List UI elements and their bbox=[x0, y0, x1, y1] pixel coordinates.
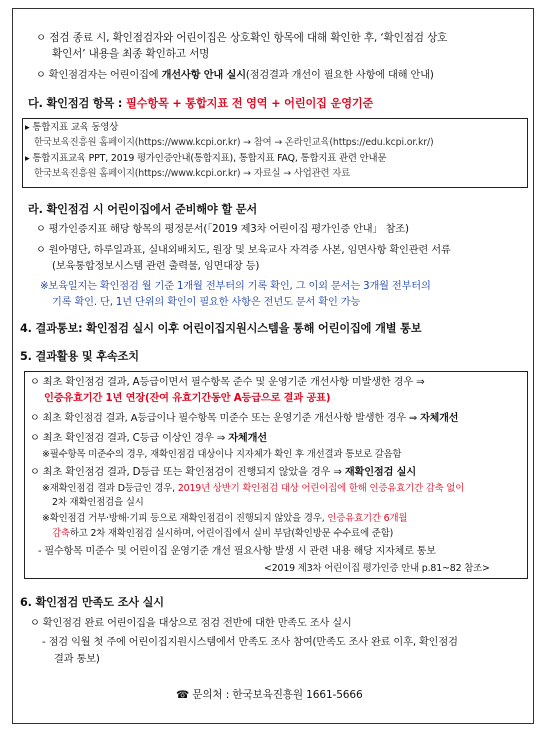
resource-video: ▸ 통합지표 교육 동영상 bbox=[25, 122, 119, 133]
section-da-heading: 다. 확인점검 항목 : 필수항목 + 통합지표 전 영역 + 어린이집 운영기준 bbox=[28, 97, 374, 110]
section-6-heading: 6. 확인점검 만족도 조사 실시 bbox=[20, 596, 164, 609]
result-notify: - 필수항목 미준수 및 어린이집 운영기준 개선 필요사항 발생 시 관련 내용 해당 지자체로 통보 bbox=[38, 546, 436, 557]
result-case-3-note: ※필수항목 미준수의 경우, 재확인점검 대상이나 지자체가 확인 후 개선결과 통보로 갈음함 bbox=[42, 449, 402, 460]
phone-icon: ☎ bbox=[176, 689, 190, 701]
result-case-3: ㅇ 최초 확인점검 결과, C등급 이상인 경우 ⇒ 자체개선 bbox=[30, 433, 267, 444]
section-ra-item-2-cont: (보육통합정보시스템 관련 출력물, 임면대장 등) bbox=[52, 261, 260, 272]
result-case-4-note-1: ※재확인점검 결과 D등급인 경우, 2019년 상반기 확인점검 대상 어린이집에 한해 인증유효기간 감축 없이 bbox=[42, 483, 465, 494]
section-ra-note-1: ※보육일지는 확인점검 월 기준 1개월 전부터의 기록 확인, 그 이외 문서는 3개월 전부터의 bbox=[40, 281, 431, 292]
result-case-1: ㅇ 최초 확인점검 결과, A등급이면서 필수항목 준수 및 운영기준 개선사항 미발생한 경우 ⇒ bbox=[30, 377, 425, 388]
top-item-2: ㅇ 확인점검자는 어린이집에 개선사항 안내 실시(점검결과 개선이 필요한 사항에 대해 안내) bbox=[36, 70, 434, 81]
top-item-1: ㅇ 점검 종료 시, 확인점검자와 어린이집은 상호확인 항목에 대해 확인한 후, ‘확인점검 상호 bbox=[36, 32, 448, 44]
top-item-1-cont: 확인서’ 내용을 최종 확인하고 서명 bbox=[52, 48, 210, 60]
result-case-2: ㅇ 최초 확인점검 결과, A등급이나 필수항목 미준수 또는 운영기준 개선사항 발생한 경우 ⇒ 자체개선 bbox=[30, 413, 459, 424]
result-case-4-note-2-cont: 감축하고 2차 재확인점검 실시하며, 어린이집에서 실비 부담(확인방문 수수료에 준함) bbox=[52, 528, 394, 539]
resource-ppt: ▸ 통합지표교육 PPT, 2019 평가인증안내(통합지표), 통합지표 FAQ, 통합지표 관련 안내문 bbox=[25, 153, 387, 164]
section-ra-item-2: ㅇ 원아명단, 하루일과표, 실내외배치도, 원장 및 보육교사 자격증 사본, 임면사항 확인관련 서류 bbox=[36, 245, 451, 256]
section-6-item-2: - 점검 익월 첫 주에 어린이집지원시스템에서 만족도 조사 참여(만족도 조사 완료 이후, 확인점검 bbox=[42, 637, 458, 648]
resource-video-link[interactable]: 한국보육진흥원 홈페이지(https://www.kcpi.or.kr) → 참여 → 온라인교육(https://edu.kcpi.or.kr/) bbox=[34, 137, 434, 148]
section-6-item-2-cont: 결과 통보) bbox=[54, 654, 100, 665]
section-ra-item-1: ㅇ 평가인증지표 해당 항목의 평정문서(「2019 제3차 어린이집 평가인증 안내」 참조) bbox=[36, 224, 409, 235]
section-ra-note-2: 기록 확인. 단, 1년 단위의 확인이 필요한 사항은 전년도 문서 확인 가능 bbox=[52, 297, 361, 308]
footer-contact: ☎ 문의처 : 한국보육진흥원 1661-5666 bbox=[176, 689, 363, 701]
section-5-heading: 5. 결과활용 및 후속조치 bbox=[20, 350, 139, 363]
section-4-heading: 4. 결과통보: 확인점검 실시 이후 어린이집지원시스템을 통해 어린이집에 개별 통보 bbox=[20, 322, 422, 335]
resource-ppt-link[interactable]: 한국보육진흥원 홈페이지(https://www.kcpi.or.kr) → 자료실 → 사업관련 자료 bbox=[34, 168, 351, 179]
result-case-4-note-2: ※확인점검 거부·방해·기피 등으로 재확인점검이 진행되지 않았을 경우, 인증유효기간 6개월 bbox=[42, 513, 408, 524]
section-ra-heading: 라. 확인점검 시 어린이집에서 준비해야 할 문서 bbox=[28, 203, 258, 216]
result-reference: <2019 제3차 어린이집 평가인증 안내 p.81~82 참조> bbox=[264, 563, 490, 574]
result-case-1-action: 인증유효기간 1년 연장(잔여 유효기간동안 A등급으로 결과 공표) bbox=[44, 393, 331, 404]
result-case-4: ㅇ 최초 확인점검 결과, D등급 또는 확인점검이 진행되지 않았을 경우 ⇒ 재확인점검 실시 bbox=[30, 467, 417, 478]
section-6-item-1: ㅇ 확인점검 완료 어린이집을 대상으로 점검 전반에 대한 만족도 조사 실시 bbox=[30, 618, 352, 629]
result-case-4-note-1-cont: 2차 재확인점검을 실시 bbox=[52, 497, 144, 508]
